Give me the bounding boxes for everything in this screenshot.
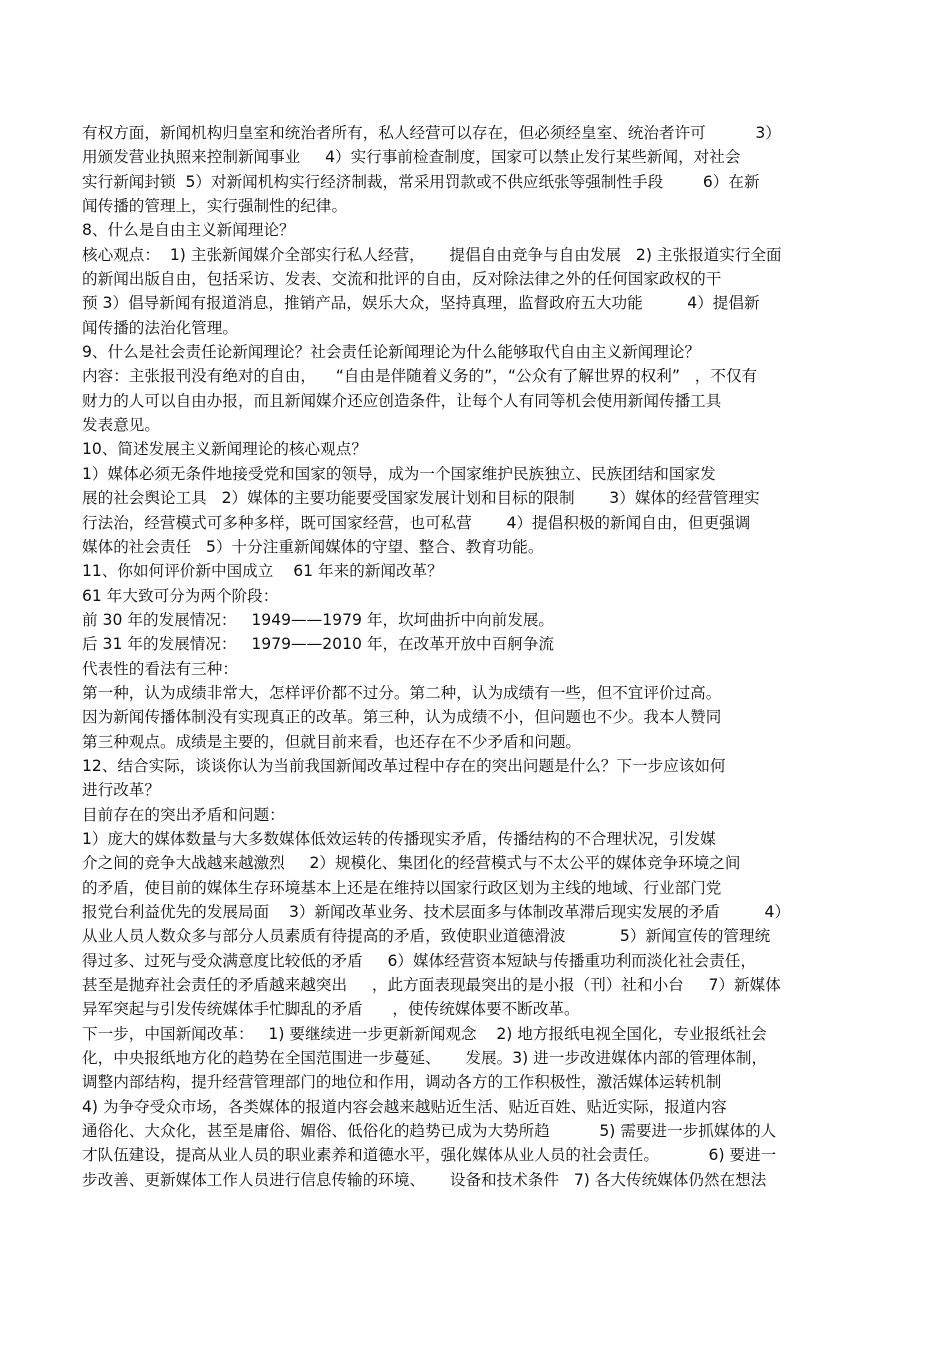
text-line: 用颁发营业执照来控制新闻事业 4）实行事前检查制度，国家可以禁止发行某些新闻，对社会 [82,148,741,167]
document-body [82,121,872,1192]
text-line: 11、你如何评价新中国成立 61 年来的新闻改革？ [82,562,443,581]
text-line: 4) 为争夺受众市场，各类媒体的报道内容会越来越贴近生活、贴近百姓、贴近实际，报道内容 [82,1097,727,1116]
text-line: 内容：主张报刊没有绝对的自由， “自由是伴随着义务的”，“公众有了解世界的权利” ，不仅有 [82,367,758,386]
text-line: 因为新闻传播体制没有实现真正的改革。第三种，认为成绩不小，但问题也不少。我本人赞同 [82,708,722,727]
text-line: 第三种观点。成绩是主要的，但就目前来看，也还存在不少矛盾和问题。 [82,732,582,751]
text-line: 闻传播的法治化管理。 [82,318,238,337]
text-line: 第一种，认为成绩非常大，怎样评价都不过分。第二种，认为成绩有一些，但不宜评价过高。 [82,683,722,702]
text-line: 后 31 年的发展情况： 1979——2010 年，在改革开放中百舸争流 [82,635,555,654]
text-line: 10、简述发展主义新闻理论的核心观点？ [82,440,367,459]
text-line: 化，中央报纸地方化的趋势在全国范围进一步蔓延、 发展。3) 进一步改进媒体内部的管理体制， [82,1049,768,1068]
text-line: 1）媒体必须无条件地接受党和国家的领导，成为一个国家维护民族独立、民族团结和国家发 [82,464,716,483]
text-line: 从业人员人数众多与部分人员素质有待提高的矛盾，致使职业道德滑波 5）新闻宣传的管理统 [82,927,771,946]
text-line: 61 年大致可分为两个阶段： [82,586,279,605]
text-line: 代表性的看法有三种： [82,659,238,678]
text-line: 1）庞大的媒体数量与大多数媒体低效运转的传播现实矛盾，传播结构的不合理状况，引发媒 [82,829,716,848]
text-line: 甚至是抛弃社会责任的矛盾越来越突出 ，此方面表现最突出的是小报（刊）社和小台 7）新媒体 [82,976,781,995]
text-line: 下一步，中国新闻改革： 1) 要继续进一步更新新闻观念 2) 地方报纸电视全国化，专业报纸社会 [82,1024,767,1043]
text-line: 8、什么是自由主义新闻理论？ [82,221,295,240]
text-line: 的矛盾，使目前的媒体生存环境基本上还是在维持以国家行政区划为主线的地域、行业部门党 [82,878,722,897]
text-line: 调整内部结构，提升经营管理部门的地位和作用，调动各方的工作积极性，激活媒体运转机制 [82,1073,722,1092]
text-line: 前 30 年的发展情况： 1949——1979 年，坎坷曲折中向前发展。 [82,610,555,629]
text-line: 介之间的竞争大战越来越激烈 2）规模化、集团化的经营模式与不太公平的媒体竞争环境之间 [82,854,741,873]
text-line: 12、结合实际，谈谈你认为当前我国新闻改革过程中存在的突出问题是什么？下一步应该如何 [82,756,726,775]
text-line: 报党台利益优先的发展局面 3）新闻改革业务、技术层面多与体制改革滞后现实发展的矛盾 4） [82,903,791,921]
text-line: 异军突起与引发传统媒体手忙脚乱的矛盾 ，使传统媒体要不断改革。 [82,1000,580,1019]
text-line: 目前存在的突出矛盾和问题： [82,805,285,824]
text-line: 财力的人可以自由办报，而且新闻媒介还应创造条件，让每个人有同等机会使用新闻传播工具 [82,391,722,410]
text-line: 展的社会舆论工具 2）媒体的主要功能要受国家发展计划和目标的限制 3）媒体的经营管理实 [82,489,760,508]
text-line: 9、什么是社会责任论新闻理论？社会责任论新闻理论为什么能够取代自由主义新闻理论？ [82,343,701,362]
text-line: 步改善、更新媒体工作人员进行信息传输的环境、 设备和技术条件 7) 各大传统媒体仍然在想法 [82,1170,767,1189]
text-line: 行法治，经营模式可多种多样，既可国家经营，也可私营 4）提倡积极的新闻自由，但更强调 [82,513,751,532]
text-line: 发表意见。 [82,416,160,435]
text-line: 有权方面，新闻机构归皇室和统治者所有，私人经营可以存在，但必须经皇室、统治者许可 3） [82,124,781,142]
text-line: 媒体的社会责任 5）十分注重新闻媒体的守望、整合、教育功能。 [82,537,544,556]
text-line: 核心观点： 1) 主张新闻媒介全部实行私人经营， 提倡自由竞争与自由发展 2) 主张报道实行全面 [82,245,782,264]
text-line: 实行新闻封锁 5）对新闻机构实行经济制裁，常采用罚款或不供应纸张等强制性手段 6）在新 [82,172,760,191]
text-line: 才队伍建设，提高从业人员的职业素养和道德水平，强化媒体从业人员的社会责任。 6) 要进一 [82,1146,777,1165]
text-line: 闻传播的管理上，实行强制性的纪律。 [82,197,348,216]
text-line: 的新闻出版自由，包括采访、发表、交流和批评的自由，反对除法律之外的任何国家政权的干 [82,270,722,289]
text-line: 通俗化、大众化，甚至是庸俗、媚俗、低俗化的趋势已成为大势所趋 5) 需要进一步抓媒体的人 [82,1122,777,1141]
text-line: 得过多、过死与受众满意度比较低的矛盾 6）媒体经营资本短缺与传播重功利而淡化社会责任， [82,951,757,970]
text-line: 预 3）倡导新闻有报道消息，推销产品，娱乐大众，坚持真理，监督政府五大功能 4）提倡新 [82,294,760,313]
text-line: 进行改革？ [82,781,160,800]
